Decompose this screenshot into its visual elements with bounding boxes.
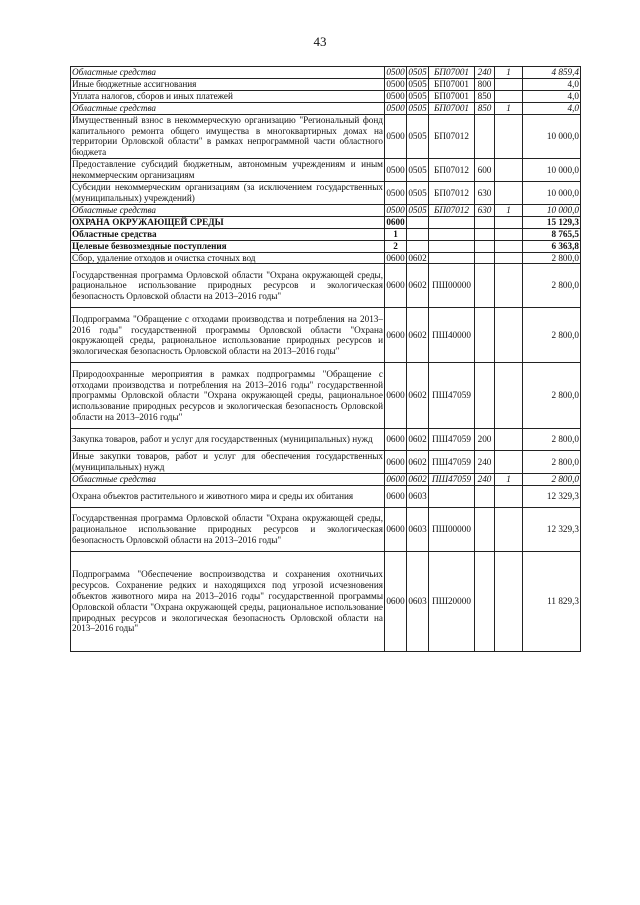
row-target-code: ПШ47059 — [429, 363, 475, 429]
row-amount: 6 363,8 — [523, 240, 581, 252]
row-expense-type: 200 — [475, 429, 495, 451]
table-row — [71, 363, 581, 429]
row-section-code: 0600 — [386, 216, 405, 227]
row-description: Иные закупки товаров, работ и услуг для обеспечения государственных (муниципальных) нужд — [72, 451, 383, 473]
row-source-code — [495, 182, 523, 205]
row-target-code: ПШ00000 — [429, 264, 475, 308]
row-expense-type: 850 — [475, 102, 495, 114]
row-target-code: БП07001 — [429, 102, 475, 114]
row-section-code: 0600 — [385, 363, 407, 429]
row-source-code: 1 — [495, 204, 523, 216]
table-row — [71, 264, 581, 308]
table-row — [71, 252, 581, 264]
row-section-code: 0500 — [385, 182, 407, 205]
row-amount: 4,0 — [523, 90, 581, 102]
row-amount: 2 800,0 — [523, 451, 581, 474]
row-expense-type — [475, 240, 495, 252]
row-target-code: ПШ20000 — [429, 552, 475, 652]
row-subsection-code: 0602 — [407, 429, 429, 451]
table-row — [71, 474, 581, 486]
row-subsection-code: 0603 — [407, 486, 429, 508]
row-description: Подпрограмма "Обеспечение воспроизводства и сохранения охотничьих ресурсов. Сохранение редких и находящихся под угрозой исчезновения объектов животного мира на 2013–2016 годы" государственной программы Орловской области "Охрана окружающей среды, рациональное использование природных ресурсов и экологическая безопасность Орловской области на 2013–2016 годы" — [71, 552, 385, 652]
row-source-code — [495, 429, 523, 451]
row-expense-type — [475, 216, 495, 228]
row-target-code — [429, 216, 475, 228]
table-row — [71, 216, 581, 228]
row-description: Охрана объектов растительного и животного мира и среды их обитания — [71, 486, 385, 508]
row-amount: 10 000,0 — [523, 114, 581, 159]
row-description: Подпрограмма "Обращение с отходами производства и потребления на 2013–2016 годы" государственной программы Орловской области "Охрана окружающей среды, рациональное использование природных ресурсов и экологическая безопасность Орловской области на 2013–2016 годы" — [71, 308, 385, 363]
row-amount: 10 000,0 — [523, 204, 581, 216]
row-target-code — [429, 240, 475, 252]
row-description: Государственная программа Орловской области "Охрана окружающей среды, рациональное использование природных ресурсов и экологическая безопасность Орловской области на 2013–2016 годы" — [71, 264, 385, 308]
row-target-code: БП07012 — [429, 204, 475, 216]
row-subsection-code: 0505 — [408, 90, 427, 101]
row-subsection-code: 0602 — [408, 474, 427, 485]
row-source-code — [495, 308, 523, 363]
row-expense-type — [475, 508, 495, 552]
row-expense-type — [475, 363, 495, 429]
row-description: Областные средства — [71, 67, 385, 79]
row-amount: 2 800,0 — [523, 363, 581, 429]
budget-table — [70, 66, 581, 652]
row-target-code: БП07001 — [429, 78, 475, 90]
row-amount: 8 765,5 — [523, 228, 581, 240]
row-expense-type: 600 — [475, 159, 495, 182]
row-description: Сбор, удаление отходов и очистка сточных вод — [71, 252, 385, 264]
row-description: Областные средства — [71, 228, 385, 240]
row-amount: 2 800,0 — [523, 264, 581, 308]
row-amount: 10 000,0 — [523, 182, 581, 205]
row-target-code — [429, 228, 475, 240]
table-row — [71, 182, 581, 205]
row-source-code — [495, 240, 523, 252]
row-description: Иные бюджетные ассигнования — [71, 78, 385, 90]
row-section-code: 0600 — [385, 264, 407, 308]
row-subsection-code — [407, 228, 429, 240]
table-row — [71, 486, 581, 508]
row-target-code — [429, 252, 475, 264]
row-description: Субсидии некоммерческим организациям (за исключением государственных (муниципальных) учреждений) — [72, 182, 383, 203]
row-target-code — [429, 486, 475, 508]
row-source-code — [495, 228, 523, 240]
row-section-code: 0600 — [385, 552, 407, 652]
row-source-code — [495, 486, 523, 508]
row-amount: 2 800,0 — [523, 308, 581, 363]
row-target-code: ПШ00000 — [429, 508, 475, 552]
row-source-code — [495, 363, 523, 429]
row-subsection-code: 0505 — [408, 102, 427, 113]
row-expense-type — [475, 308, 495, 363]
row-section-code: 1 — [385, 228, 407, 240]
row-expense-type: 850 — [475, 90, 495, 102]
row-subsection-code: 0505 — [407, 159, 429, 182]
row-source-code — [495, 508, 523, 552]
row-amount: 2 800,0 — [523, 429, 581, 451]
row-description: Уплата налогов, сборов и иных платежей — [71, 90, 385, 102]
row-source-code: 1 — [495, 67, 523, 79]
row-source-code — [495, 114, 523, 159]
table-row — [71, 204, 581, 216]
row-section-code: 0600 — [385, 308, 407, 363]
row-subsection-code: 0603 — [407, 552, 429, 652]
row-description: Целевые безвозмездные поступления — [71, 240, 385, 252]
row-section-code: 2 — [385, 240, 407, 252]
table-row — [71, 90, 581, 102]
row-section-code: 0500 — [386, 102, 405, 113]
table-row — [71, 308, 581, 363]
row-subsection-code: 0505 — [408, 78, 427, 89]
row-expense-type: 800 — [475, 78, 495, 90]
row-expense-type: 240 — [475, 451, 495, 474]
row-source-code — [495, 90, 523, 102]
row-expense-type: 240 — [475, 474, 495, 486]
row-expense-type: 630 — [475, 204, 495, 216]
row-subsection-code: 0505 — [407, 114, 429, 159]
page-number: 43 — [313, 34, 327, 49]
row-target-code: БП07001 — [429, 90, 475, 102]
row-amount: 10 000,0 — [523, 159, 581, 182]
row-section-code: 0600 — [385, 486, 407, 508]
row-amount: 4 859,4 — [523, 67, 581, 79]
row-section-code: 0600 — [385, 429, 407, 451]
row-section-code: 0500 — [385, 159, 407, 182]
table-row — [71, 508, 581, 552]
row-description: Природоохранные мероприятия в рамках подпрограммы "Обращение с отходами производства и потребления на 2013–2016 годы" государственной программы Орловской области "Охрана окружающей среды, рациональное использование природных ресурсов и экологическая безопасность Орловской области на 2013–2016 годы" — [71, 363, 385, 429]
row-source-code — [495, 216, 523, 228]
row-subsection-code: 0505 — [407, 182, 429, 205]
table-row — [71, 78, 581, 90]
row-expense-type — [475, 552, 495, 652]
row-source-code — [495, 252, 523, 264]
row-section-code: 0500 — [385, 114, 407, 159]
row-subsection-code: 0602 — [407, 264, 429, 308]
row-target-code: ПШ40000 — [429, 308, 475, 363]
row-expense-type: 240 — [475, 67, 495, 79]
row-amount: 15 129,3 — [523, 216, 581, 228]
row-target-code: ПШ47059 — [429, 474, 475, 486]
table-row — [71, 228, 581, 240]
row-subsection-code: 0602 — [407, 308, 429, 363]
row-amount: 2 800,0 — [523, 474, 581, 486]
row-target-code: БП07012 — [429, 114, 475, 159]
row-target-code: ПШ47059 — [429, 429, 475, 451]
row-source-code: 1 — [495, 474, 523, 486]
row-section-code: 0600 — [386, 252, 405, 263]
row-amount: 12 329,3 — [523, 508, 581, 552]
table-row — [71, 451, 581, 474]
table-row — [71, 159, 581, 182]
row-subsection-code: 0602 — [407, 451, 429, 474]
row-description: Закупка товаров, работ и услуг для государственных (муниципальных) нужд — [71, 429, 385, 451]
row-expense-type — [475, 228, 495, 240]
row-section-code: 0500 — [386, 78, 405, 89]
row-description: Областные средства — [71, 102, 385, 114]
row-expense-type — [475, 486, 495, 508]
row-source-code — [495, 264, 523, 308]
row-source-code — [495, 451, 523, 474]
row-section-code: 0600 — [385, 508, 407, 552]
row-subsection-code — [407, 216, 429, 228]
row-expense-type: 630 — [475, 182, 495, 205]
table-row — [71, 114, 581, 159]
row-description: ОХРАНА ОКРУЖАЮЩЕЙ СРЕДЫ — [71, 216, 385, 228]
row-description: Областные средства — [71, 474, 385, 486]
row-description: Областные средства — [71, 204, 385, 216]
row-expense-type — [475, 264, 495, 308]
row-section-code: 0500 — [386, 67, 405, 77]
row-target-code: БП07012 — [429, 159, 475, 182]
row-target-code: БП07012 — [429, 182, 475, 205]
row-section-code: 0500 — [386, 204, 405, 215]
table-row — [71, 429, 581, 451]
row-amount: 4,0 — [523, 102, 581, 114]
row-source-code — [495, 552, 523, 652]
row-description: Государственная программа Орловской области "Охрана окружающей среды, рациональное использование природных ресурсов и экологическая безопасность Орловской области на 2013–2016 годы" — [71, 508, 385, 552]
row-subsection-code: 0505 — [408, 67, 427, 77]
budget-table-body — [71, 67, 581, 652]
row-subsection-code: 0505 — [408, 204, 427, 215]
table-row — [71, 240, 581, 252]
row-expense-type — [475, 114, 495, 159]
row-subsection-code: 0602 — [407, 363, 429, 429]
table-row — [71, 102, 581, 114]
row-source-code — [495, 78, 523, 90]
row-expense-type — [475, 252, 495, 264]
row-target-code: БП07001 — [429, 67, 475, 79]
row-subsection-code: 0602 — [408, 252, 427, 263]
row-amount: 12 329,3 — [523, 486, 581, 508]
row-description: Имущественный взнос в некоммерческую организацию "Региональный фонд капитального ремонта общего имущества в многоквартирных домах на территории Орловской области" в рамках непрограммной части областного бюджета — [72, 114, 383, 158]
row-description: Предоставление субсидий бюджетным, автономным учреждениям и иным некоммерческим организациям — [72, 159, 383, 181]
row-target-code: ПШ47059 — [429, 451, 475, 474]
row-amount: 4,0 — [523, 78, 581, 90]
row-source-code: 1 — [495, 102, 523, 114]
row-amount: 11 829,3 — [523, 552, 581, 652]
row-section-code: 0600 — [386, 474, 405, 485]
row-source-code — [495, 159, 523, 182]
row-subsection-code — [407, 240, 429, 252]
table-row — [71, 552, 581, 652]
row-section-code: 0500 — [386, 90, 405, 101]
row-amount: 2 800,0 — [523, 252, 581, 264]
row-section-code: 0600 — [385, 451, 407, 474]
table-row — [71, 67, 581, 79]
row-subsection-code: 0603 — [407, 508, 429, 552]
